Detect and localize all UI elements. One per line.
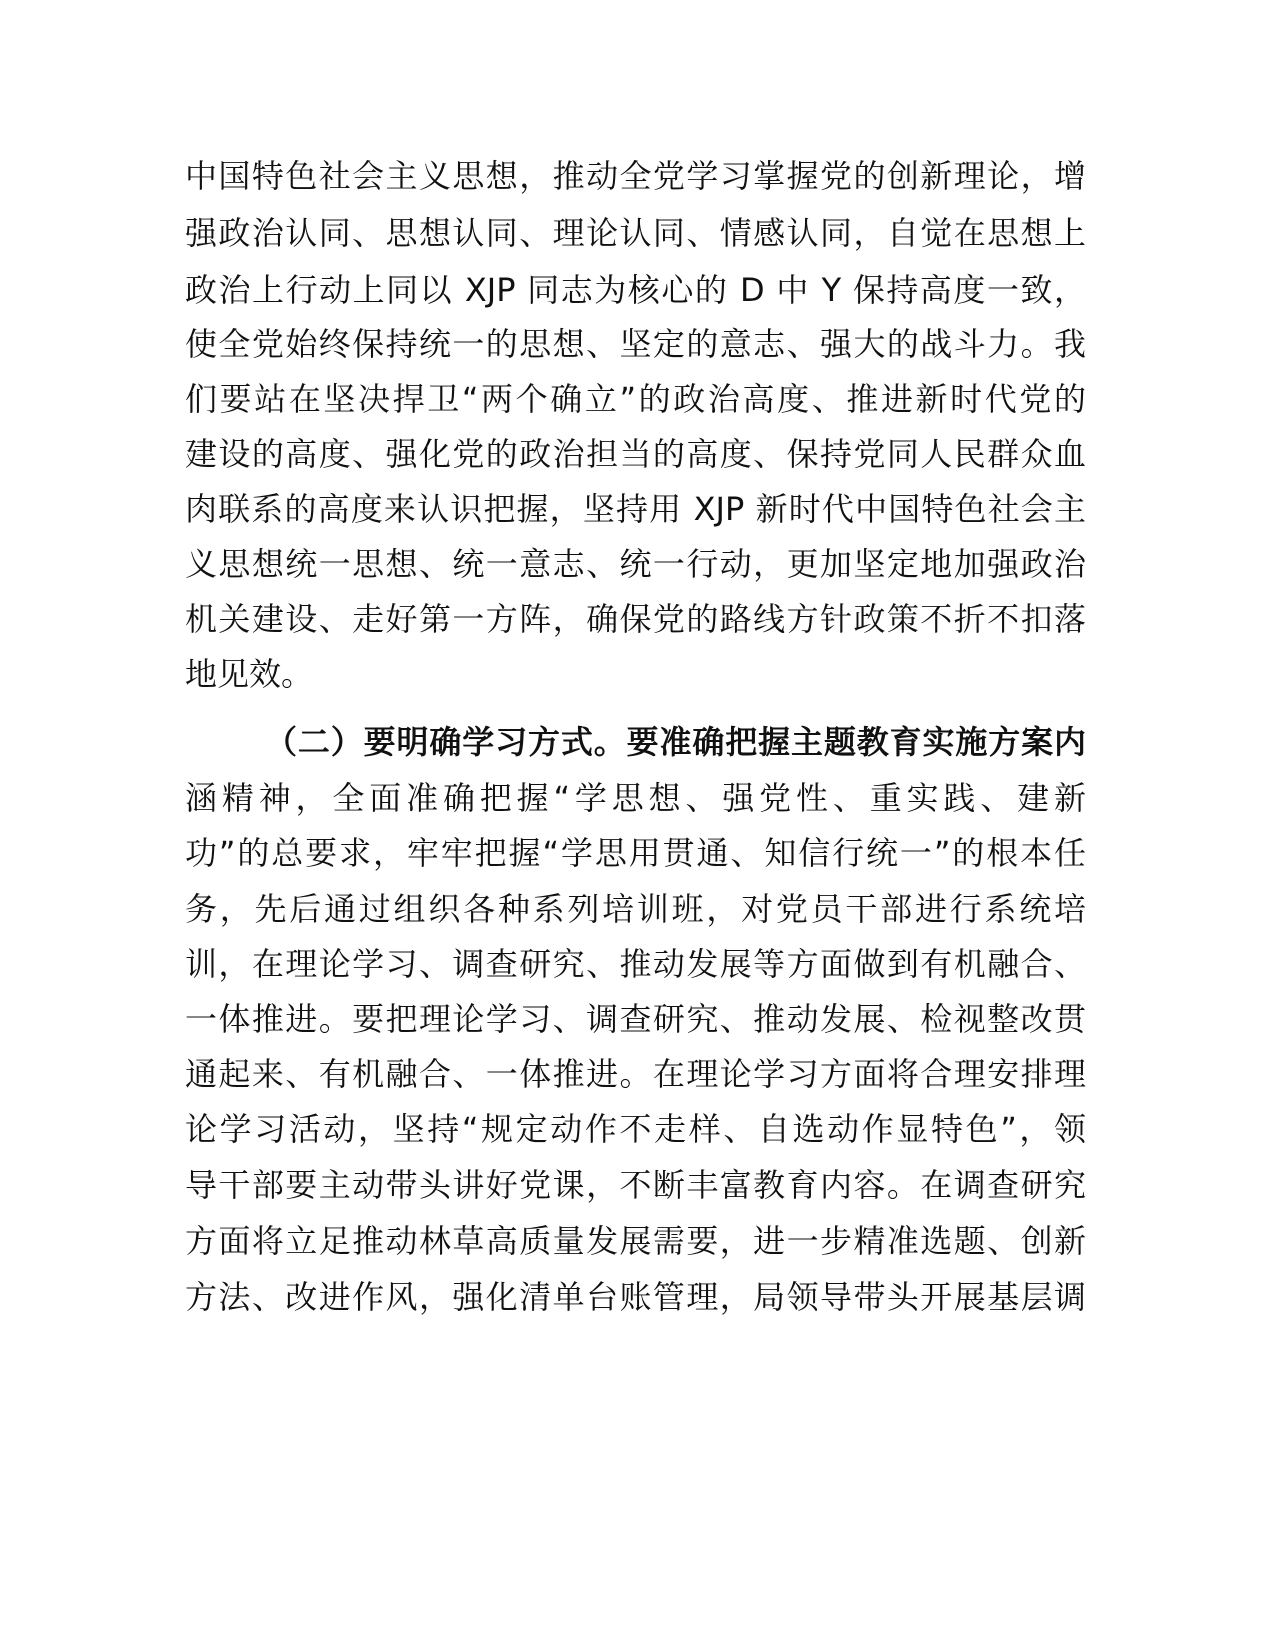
paragraph-2-line-6: 通起来、有机融合、一体推进。在理论学习方面将合理安排理 <box>185 1055 1086 1093</box>
paragraph-1-line-4: 使全党始终保持统一的思想、坚定的意志、强大的战斗力。我 <box>185 325 1086 363</box>
paragraph-2-line-3: 务，先后通过组织各种系列培训班，对党员干部进行系统培 <box>185 890 1086 928</box>
paragraph-2-line-2: 功”的总要求，牢牢把握“学思用贯通、知信行统一”的根本任 <box>185 834 1086 872</box>
paragraph-1-line-7: 肉联系的高度来认识把握，坚持用 XJP 新时代中国特色社会主 <box>185 490 1086 528</box>
paragraph-1-line-8: 义思想统一思想、统一意志、统一行动，更加坚定地加强政治 <box>185 545 1086 583</box>
paragraph-2-line-5: 一体推进。要把理论学习、调查研究、推动发展、检视整改贯 <box>185 1000 1086 1038</box>
paragraph-1-line-5: 们要站在坚决捍卫“两个确立”的政治高度、推进新时代党的 <box>185 380 1086 418</box>
paragraph-1-line-3: 政治上行动上同以 XJP 同志为核心的 D 中 Y 保持高度一致， <box>185 271 1086 309</box>
paragraph-2-line-7: 论学习活动，坚持“规定动作不走样、自选动作显特色”，领 <box>185 1110 1086 1148</box>
paragraph-2-line-10: 方法、改进作风，强化清单台账管理，局领导带头开展基层调 <box>185 1278 1086 1316</box>
paragraph-1-line-1: 中国特色社会主义思想，推动全党学习掌握党的创新理论，增 <box>185 157 1086 195</box>
paragraph-2-heading: （二）要明确学习方式。要准确把握主题教育实施方案内 <box>265 723 1086 761</box>
paragraph-1-line-9: 机关建设、走好第一方阵，确保党的路线方针政策不折不扣落 <box>185 600 1086 638</box>
paragraph-1-line-2: 强政治认同、思想认同、理论认同、情感认同，自觉在思想上 <box>185 214 1086 252</box>
paragraph-2-line-9: 方面将立足推动林草高质量发展需要，进一步精准选题、创新 <box>185 1222 1086 1260</box>
paragraph-2-line-4: 训，在理论学习、调查研究、推动发展等方面做到有机融合、 <box>185 945 1086 983</box>
paragraph-2-line-8: 导干部要主动带头讲好党课，不断丰富教育内容。在调查研究 <box>185 1166 1086 1204</box>
paragraph-2-line-1: 涵精神，全面准确把握“学思想、强党性、重实践、建新 <box>185 779 1086 817</box>
paragraph-1-line-6: 建设的高度、强化党的政治担当的高度、保持党同人民群众血 <box>185 435 1086 473</box>
paragraph-1-line-10: 地见效。 <box>185 655 314 693</box>
